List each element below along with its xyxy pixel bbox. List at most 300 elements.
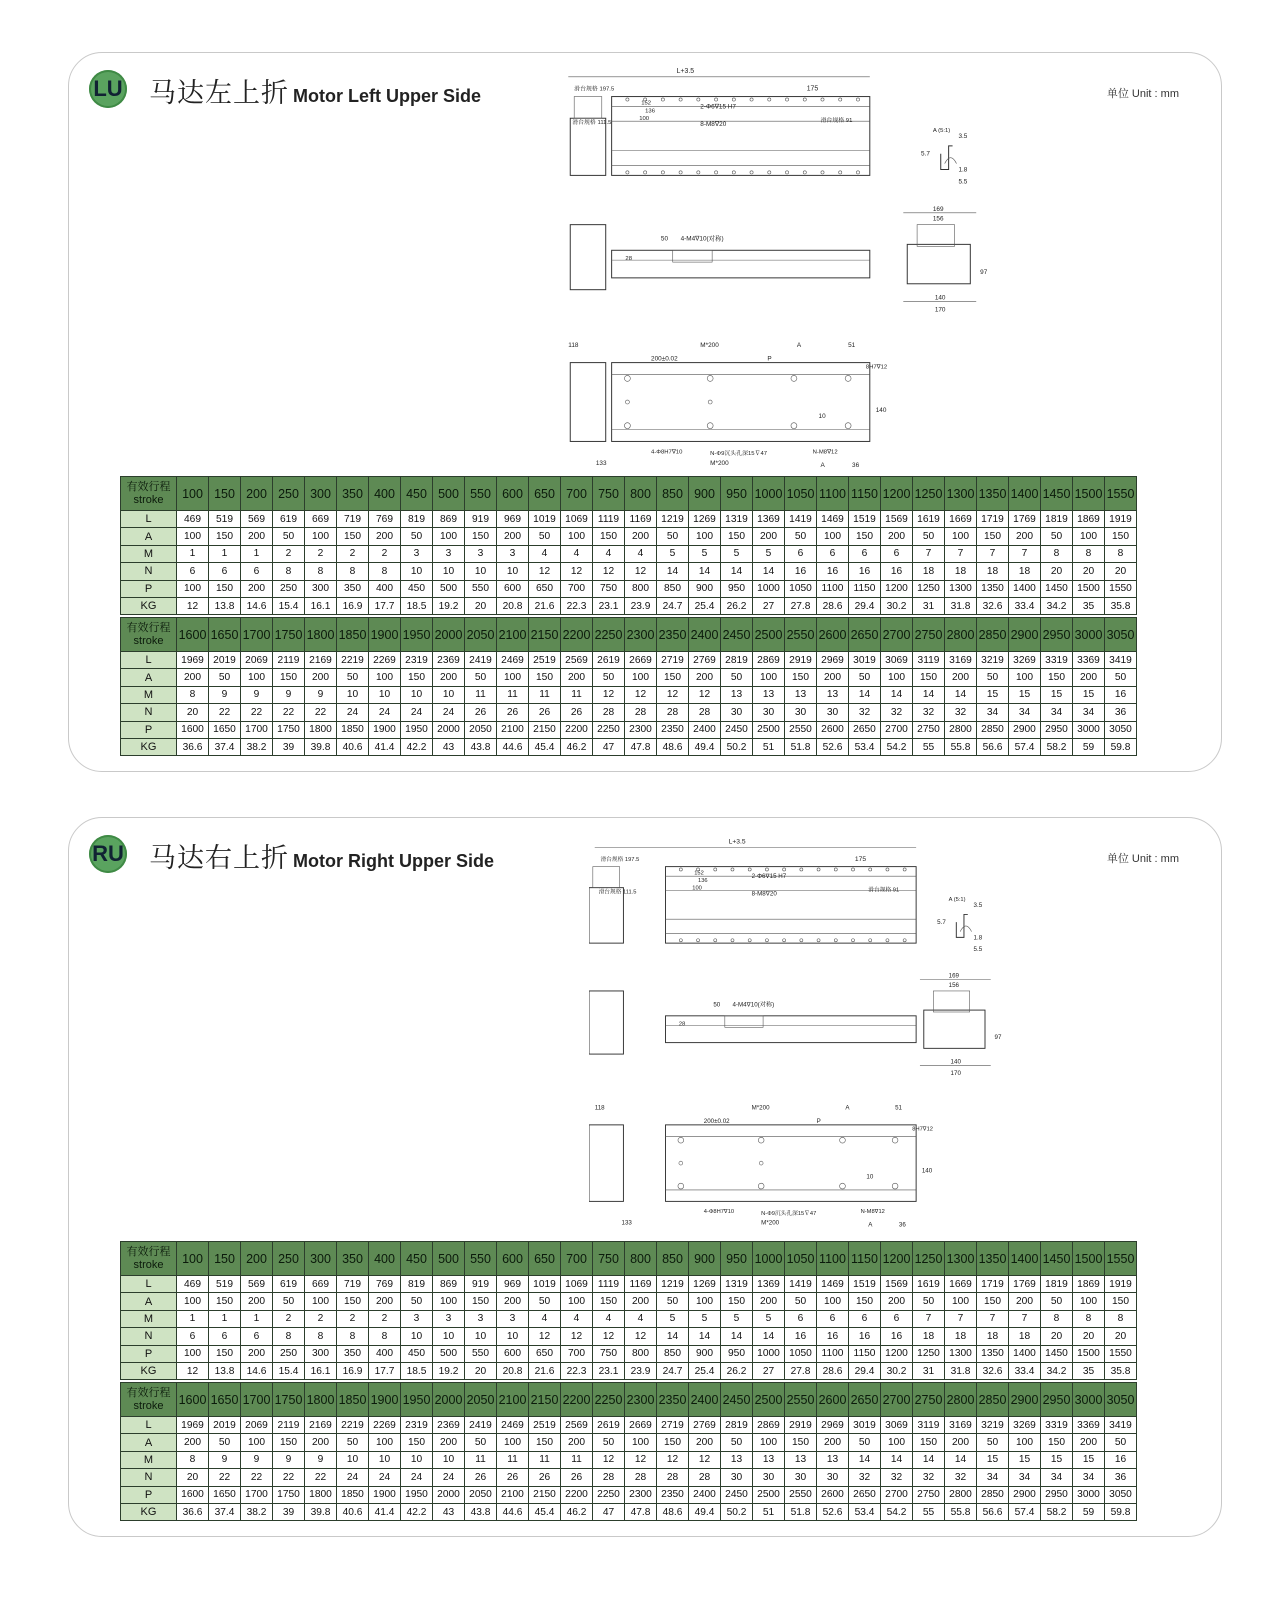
technical-drawing xyxy=(559,67,1019,471)
table-cell: 150 xyxy=(913,669,945,686)
stroke-value: 1700 xyxy=(241,618,273,652)
dim-140: 140 xyxy=(934,294,946,302)
table-cell: 50 xyxy=(273,1293,305,1310)
table-cell: 2919 xyxy=(785,652,817,669)
table-row xyxy=(121,1434,1137,1451)
stroke-value: 2400 xyxy=(689,1383,721,1417)
table-cell: 11 xyxy=(465,1451,497,1468)
table-cell: 6 xyxy=(881,545,913,562)
table-row xyxy=(121,721,1137,738)
stroke-value: 2050 xyxy=(465,1383,497,1417)
table-cell: 450 xyxy=(401,580,433,597)
table-cell: 20 xyxy=(465,597,497,614)
table-cell: 9 xyxy=(241,686,273,703)
table-cell: 850 xyxy=(657,580,689,597)
stroke-value: 1650 xyxy=(209,618,241,652)
stroke-value: 1150 xyxy=(849,1242,881,1276)
stroke-value: 2150 xyxy=(529,1383,561,1417)
table-cell: 28 xyxy=(657,704,689,721)
dim-170: 170 xyxy=(950,1070,961,1078)
table-cell: 42.2 xyxy=(401,1503,433,1520)
table-cell: 14 xyxy=(753,563,785,580)
table-cell: 50 xyxy=(1105,1434,1137,1451)
table-cell: 24 xyxy=(401,1469,433,1486)
stroke-value: 2950 xyxy=(1041,1383,1073,1417)
table-cell: 22.3 xyxy=(561,597,593,614)
table-cell: 9 xyxy=(273,1451,305,1468)
table-cell: 3169 xyxy=(945,652,977,669)
table-row xyxy=(121,1293,1137,1310)
table-cell: 2950 xyxy=(1041,721,1073,738)
spec-table-block-1 xyxy=(120,1241,1137,1380)
table-cell: 3050 xyxy=(1105,721,1137,738)
table-cell: 2650 xyxy=(849,1486,881,1503)
dim-91: 滑台规格 91 xyxy=(868,887,900,894)
stroke-header-label xyxy=(121,618,177,652)
stroke-value: 1150 xyxy=(849,477,881,511)
table-cell: 32 xyxy=(881,704,913,721)
table-cell: 35 xyxy=(1073,597,1105,614)
table-row xyxy=(121,1276,1137,1293)
table-cell: 1050 xyxy=(785,580,817,597)
stroke-value: 2800 xyxy=(945,618,977,652)
table-cell: 42.2 xyxy=(401,738,433,755)
table-cell: 13.8 xyxy=(209,1362,241,1379)
table-cell: 3119 xyxy=(913,652,945,669)
table-cell: 49.4 xyxy=(689,1503,721,1520)
stroke-value: 2900 xyxy=(1009,618,1041,652)
table-cell: 100 xyxy=(561,1293,593,1310)
table-cell: 7 xyxy=(1009,545,1041,562)
table-cell: 2100 xyxy=(497,721,529,738)
table-cell: 2250 xyxy=(593,721,625,738)
stroke-header-text: 有效行程 xyxy=(126,480,171,493)
table-cell: 22 xyxy=(209,704,241,721)
table-cell: 6 xyxy=(209,563,241,580)
table-cell: 2519 xyxy=(529,652,561,669)
table-cell: 200 xyxy=(369,1293,401,1310)
table-cell: 32 xyxy=(881,1469,913,1486)
table-cell: 100 xyxy=(369,669,401,686)
table-cell: 2050 xyxy=(465,1486,497,1503)
table-cell: 50.2 xyxy=(721,738,753,755)
table-cell: 2850 xyxy=(977,721,1009,738)
table-cell: 2700 xyxy=(881,1486,913,1503)
table-cell: 30.2 xyxy=(881,1362,913,1379)
table-cell: 30 xyxy=(753,1469,785,1486)
table-cell: 12 xyxy=(561,1328,593,1345)
table-cell: 20 xyxy=(1105,563,1137,580)
table-cell: 200 xyxy=(1009,1293,1041,1310)
table-cell: 34 xyxy=(977,704,1009,721)
table-cell: 50 xyxy=(529,1293,561,1310)
table-cell: 2869 xyxy=(753,652,785,669)
table-cell: 16 xyxy=(881,1328,913,1345)
table-cell: 24 xyxy=(369,1469,401,1486)
stroke-value: 3000 xyxy=(1073,618,1105,652)
table-cell: 12 xyxy=(593,686,625,703)
table-cell: 28 xyxy=(689,1469,721,1486)
table-cell: 28 xyxy=(625,1469,657,1486)
stroke-value: 2000 xyxy=(433,618,465,652)
table-cell: 3 xyxy=(433,545,465,562)
table-cell: 950 xyxy=(721,580,753,597)
stroke-value: 100 xyxy=(177,1242,209,1276)
stroke-value: 650 xyxy=(529,1242,561,1276)
table-cell: 14 xyxy=(913,686,945,703)
table-cell: 18 xyxy=(913,1328,945,1345)
table-cell: 1200 xyxy=(881,1345,913,1362)
dim-5-7: 5.7 xyxy=(937,919,946,926)
table-cell: 4 xyxy=(561,545,593,562)
table-cell: 1519 xyxy=(849,1276,881,1293)
table-cell: 100 xyxy=(241,1434,273,1451)
table-cell: 2919 xyxy=(785,1417,817,1434)
table-cell: 11 xyxy=(561,1451,593,1468)
table-cell: 16 xyxy=(785,1328,817,1345)
table-cell: 100 xyxy=(689,1293,721,1310)
stroke-header-text: stroke xyxy=(133,493,164,506)
table-cell: 200 xyxy=(561,669,593,686)
table-cell: 13 xyxy=(721,686,753,703)
table-cell: 1269 xyxy=(689,1276,721,1293)
stroke-value: 2250 xyxy=(593,618,625,652)
table-cell: 50 xyxy=(401,528,433,545)
table-cell: 200 xyxy=(241,580,273,597)
table-cell: 569 xyxy=(241,511,273,528)
table-cell: 15 xyxy=(1073,1451,1105,1468)
stroke-value: 1800 xyxy=(305,1383,337,1417)
row-label: N xyxy=(121,704,177,721)
table-cell: 2669 xyxy=(625,652,657,669)
title-chinese: 马达右上折 xyxy=(149,843,289,874)
table-cell: 2 xyxy=(305,1310,337,1327)
table-cell: 2750 xyxy=(913,721,945,738)
table-cell: 37.4 xyxy=(209,1503,241,1520)
table-cell: 3000 xyxy=(1073,721,1105,738)
table-cell: 49.4 xyxy=(689,738,721,755)
table-cell: 36.6 xyxy=(177,738,209,755)
table-cell: 100 xyxy=(369,1434,401,1451)
stroke-value: 2300 xyxy=(625,1383,657,1417)
table-cell: 2119 xyxy=(273,1417,305,1434)
table-cell: 769 xyxy=(369,1276,401,1293)
table-cell: 150 xyxy=(209,580,241,597)
table-cell: 6 xyxy=(177,1328,209,1345)
unit-label: 单位 Unit : mm xyxy=(1106,88,1179,100)
table-cell: 26 xyxy=(465,704,497,721)
table-cell: 200 xyxy=(177,1434,209,1451)
table-cell: 200 xyxy=(689,1434,721,1451)
table-cell: 150 xyxy=(529,669,561,686)
stroke-value: 500 xyxy=(433,1242,465,1276)
stroke-value: 800 xyxy=(625,1242,657,1276)
table-cell: 150 xyxy=(209,1293,241,1310)
table-cell: 200 xyxy=(241,528,273,545)
dim-156: 156 xyxy=(932,215,944,223)
table-cell: 2100 xyxy=(497,1486,529,1503)
table-cell: 150 xyxy=(337,1293,369,1310)
table-cell: 100 xyxy=(881,1434,913,1451)
table-cell: 1850 xyxy=(337,1486,369,1503)
table-cell: 1969 xyxy=(177,1417,209,1434)
stroke-value: 2700 xyxy=(881,618,913,652)
table-cell: 5 xyxy=(753,1310,785,1327)
table-cell: 2550 xyxy=(785,721,817,738)
stroke-value: 600 xyxy=(497,1242,529,1276)
table-cell: 2350 xyxy=(657,721,689,738)
table-cell: 4 xyxy=(625,545,657,562)
dim-136: 136 xyxy=(698,877,708,884)
table-cell: 50 xyxy=(849,669,881,686)
table-cell: 5 xyxy=(657,1310,689,1327)
stroke-value: 2750 xyxy=(913,1383,945,1417)
table-cell: 400 xyxy=(369,580,401,597)
stroke-value: 1200 xyxy=(881,477,913,511)
table-cell: 1019 xyxy=(529,1276,561,1293)
table-cell: 24 xyxy=(433,1469,465,1486)
table-cell: 2369 xyxy=(433,1417,465,1434)
dim-91: 滑台规格 91 xyxy=(820,118,853,125)
table-cell: 200 xyxy=(305,1434,337,1451)
stroke-value: 600 xyxy=(497,477,529,511)
table-cell: 26 xyxy=(465,1469,497,1486)
stroke-value: 2950 xyxy=(1041,618,1073,652)
table-cell: 819 xyxy=(401,1276,433,1293)
row-label: M xyxy=(121,1310,177,1327)
stroke-value: 150 xyxy=(209,477,241,511)
dim-28: 28 xyxy=(625,256,633,263)
table-cell: 14 xyxy=(657,1328,689,1345)
table-cell: 38.2 xyxy=(241,738,273,755)
table-cell: 50 xyxy=(209,1434,241,1451)
table-cell: 1400 xyxy=(1009,1345,1041,1362)
table-cell: 2350 xyxy=(657,1486,689,1503)
table-cell: 1 xyxy=(209,1310,241,1327)
table-cell: 50 xyxy=(337,1434,369,1451)
table-cell: 22 xyxy=(273,1469,305,1486)
table-cell: 1700 xyxy=(241,1486,273,1503)
table-cell: 100 xyxy=(945,528,977,545)
table-cell: 15 xyxy=(1009,686,1041,703)
table-cell: 1469 xyxy=(817,1276,849,1293)
table-cell: 50.2 xyxy=(721,1503,753,1520)
table-row xyxy=(121,1417,1137,1434)
table-cell: 14 xyxy=(945,686,977,703)
table-cell: 30 xyxy=(785,1469,817,1486)
table-cell: 5 xyxy=(753,545,785,562)
stroke-header-text: 有效行程 xyxy=(126,621,171,634)
table-cell: 59.8 xyxy=(1105,1503,1137,1520)
dim-8h7: 8H7∇12 xyxy=(912,1126,933,1133)
table-cell: 2900 xyxy=(1009,721,1041,738)
table-cell: 13 xyxy=(817,1451,849,1468)
table-cell: 12 xyxy=(529,563,561,580)
table-cell: 3269 xyxy=(1009,1417,1041,1434)
spec-table-block-1 xyxy=(120,476,1137,615)
table-cell: 9 xyxy=(209,686,241,703)
dim-97: 97 xyxy=(994,1033,1002,1041)
table-cell: 10 xyxy=(401,1328,433,1345)
table-cell: 1069 xyxy=(561,1276,593,1293)
stroke-value: 3050 xyxy=(1105,1383,1137,1417)
table-cell: 12 xyxy=(561,563,593,580)
table-cell: 2419 xyxy=(465,1417,497,1434)
table-cell: 200 xyxy=(753,1293,785,1310)
table-cell: 2 xyxy=(273,1310,305,1327)
dim-156: 156 xyxy=(948,982,960,990)
dim-m8: 8-M8∇20 xyxy=(700,121,727,129)
dim-h6: 2-Φ6∇15 H7 xyxy=(751,873,787,881)
table-cell: 32 xyxy=(945,704,977,721)
row-label: P xyxy=(121,1486,177,1503)
table-cell: 2019 xyxy=(209,652,241,669)
table-cell: 1050 xyxy=(785,1345,817,1362)
table-cell: 800 xyxy=(625,1345,657,1362)
table-cell: 55 xyxy=(913,738,945,755)
table-cell: 19.2 xyxy=(433,597,465,614)
table-cell: 59.8 xyxy=(1105,738,1137,755)
table-cell: 2319 xyxy=(401,652,433,669)
table-cell: 200 xyxy=(241,1345,273,1362)
dim-m4: 4-M4∇10(对称) xyxy=(732,1001,775,1009)
table-cell: 150 xyxy=(1105,1293,1137,1310)
stroke-value: 2650 xyxy=(849,1383,881,1417)
table-cell: 2400 xyxy=(689,721,721,738)
table-cell: 41.4 xyxy=(369,1503,401,1520)
stroke-value: 650 xyxy=(529,477,561,511)
row-label: KG xyxy=(121,1362,177,1379)
table-row xyxy=(121,1362,1137,1379)
table-cell: 51.8 xyxy=(785,738,817,755)
table-row xyxy=(121,1451,1137,1468)
table-cell: 2069 xyxy=(241,652,273,669)
table-cell: 669 xyxy=(305,1276,337,1293)
title-english: Motor Left Upper Side xyxy=(293,86,481,106)
table-cell: 100 xyxy=(305,1293,337,1310)
table-cell: 24.7 xyxy=(657,1362,689,1379)
table-cell: 150 xyxy=(337,528,369,545)
table-cell: 3219 xyxy=(977,652,1009,669)
table-cell: 1919 xyxy=(1105,511,1137,528)
table-cell: 1950 xyxy=(401,721,433,738)
table-cell: 10 xyxy=(433,563,465,580)
dim-100: 100 xyxy=(639,116,650,123)
dim-3-5: 3.5 xyxy=(973,901,983,909)
table-cell: 150 xyxy=(465,1293,497,1310)
table-cell: 150 xyxy=(209,528,241,545)
dim-197-5: 滑台规格 197.5 xyxy=(600,856,640,863)
table-cell: 14.6 xyxy=(241,1362,273,1379)
table-cell: 100 xyxy=(817,1293,849,1310)
table-cell: 1750 xyxy=(273,721,305,738)
stroke-value: 2350 xyxy=(657,618,689,652)
table-cell: 15 xyxy=(1073,686,1105,703)
table-row xyxy=(121,704,1137,721)
table-cell: 50 xyxy=(401,1293,433,1310)
table-cell: 43.8 xyxy=(465,738,497,755)
table-cell: 10 xyxy=(497,1328,529,1345)
table-cell: 2450 xyxy=(721,721,753,738)
stroke-value: 500 xyxy=(433,477,465,511)
table-cell: 13 xyxy=(785,686,817,703)
table-cell: 919 xyxy=(465,1276,497,1293)
table-cell: 8 xyxy=(273,1328,305,1345)
table-cell: 1850 xyxy=(337,721,369,738)
table-cell: 6 xyxy=(849,1310,881,1327)
stroke-value: 350 xyxy=(337,477,369,511)
table-cell: 1300 xyxy=(945,1345,977,1362)
table-cell: 16.9 xyxy=(337,597,369,614)
table-cell: 18.5 xyxy=(401,597,433,614)
row-label: KG xyxy=(121,597,177,614)
table-cell: 750 xyxy=(593,580,625,597)
table-cell: 16.9 xyxy=(337,1362,369,1379)
table-cell: 2469 xyxy=(497,652,529,669)
table-cell: 36 xyxy=(1105,704,1137,721)
table-cell: 1550 xyxy=(1105,580,1137,597)
table-cell: 10 xyxy=(465,563,497,580)
stroke-value: 1300 xyxy=(945,1242,977,1276)
table-cell: 150 xyxy=(209,1345,241,1362)
table-cell: 1450 xyxy=(1041,580,1073,597)
stroke-value: 1600 xyxy=(177,1383,209,1417)
table-cell: 6 xyxy=(785,545,817,562)
table-cell: 21.6 xyxy=(529,597,561,614)
stroke-value: 1100 xyxy=(817,1242,849,1276)
dim-nm8: N-M8∇12 xyxy=(860,1208,885,1215)
stroke-value: 2600 xyxy=(817,1383,849,1417)
stroke-value: 1000 xyxy=(753,1242,785,1276)
section-panel-ru xyxy=(68,817,1222,1537)
table-row xyxy=(121,1345,1137,1362)
stroke-value: 2550 xyxy=(785,618,817,652)
table-cell: 20 xyxy=(1041,563,1073,580)
table-cell: 10 xyxy=(337,686,369,703)
table-cell: 2150 xyxy=(529,1486,561,1503)
table-cell: 1150 xyxy=(849,1345,881,1362)
section-badge: LU xyxy=(89,70,127,108)
table-cell: 200 xyxy=(1073,1434,1105,1451)
table-cell: 17.7 xyxy=(369,1362,401,1379)
table-cell: 1 xyxy=(241,1310,273,1327)
table-cell: 8 xyxy=(369,1328,401,1345)
table-cell: 1669 xyxy=(945,1276,977,1293)
table-cell: 3000 xyxy=(1073,1486,1105,1503)
table-cell: 47.8 xyxy=(625,1503,657,1520)
stroke-value: 1000 xyxy=(753,477,785,511)
stroke-value: 100 xyxy=(177,477,209,511)
table-cell: 3319 xyxy=(1041,652,1073,669)
table-cell: 1019 xyxy=(529,511,561,528)
table-cell: 1269 xyxy=(689,511,721,528)
table-row xyxy=(121,686,1137,703)
table-cell: 31 xyxy=(913,1362,945,1379)
stroke-value: 2200 xyxy=(561,618,593,652)
dim-133: 133 xyxy=(595,460,607,468)
table-cell: 14 xyxy=(913,1451,945,1468)
spec-table-block-2 xyxy=(120,1382,1137,1521)
row-label: A xyxy=(121,528,177,545)
table-cell: 10 xyxy=(369,686,401,703)
table-cell: 1769 xyxy=(1009,1276,1041,1293)
table-cell: 30 xyxy=(721,1469,753,1486)
table-cell: 12 xyxy=(593,1328,625,1345)
table-cell: 26 xyxy=(497,1469,529,1486)
table-cell: 24 xyxy=(433,704,465,721)
dim-169: 169 xyxy=(948,972,960,980)
table-cell: 2150 xyxy=(529,721,561,738)
